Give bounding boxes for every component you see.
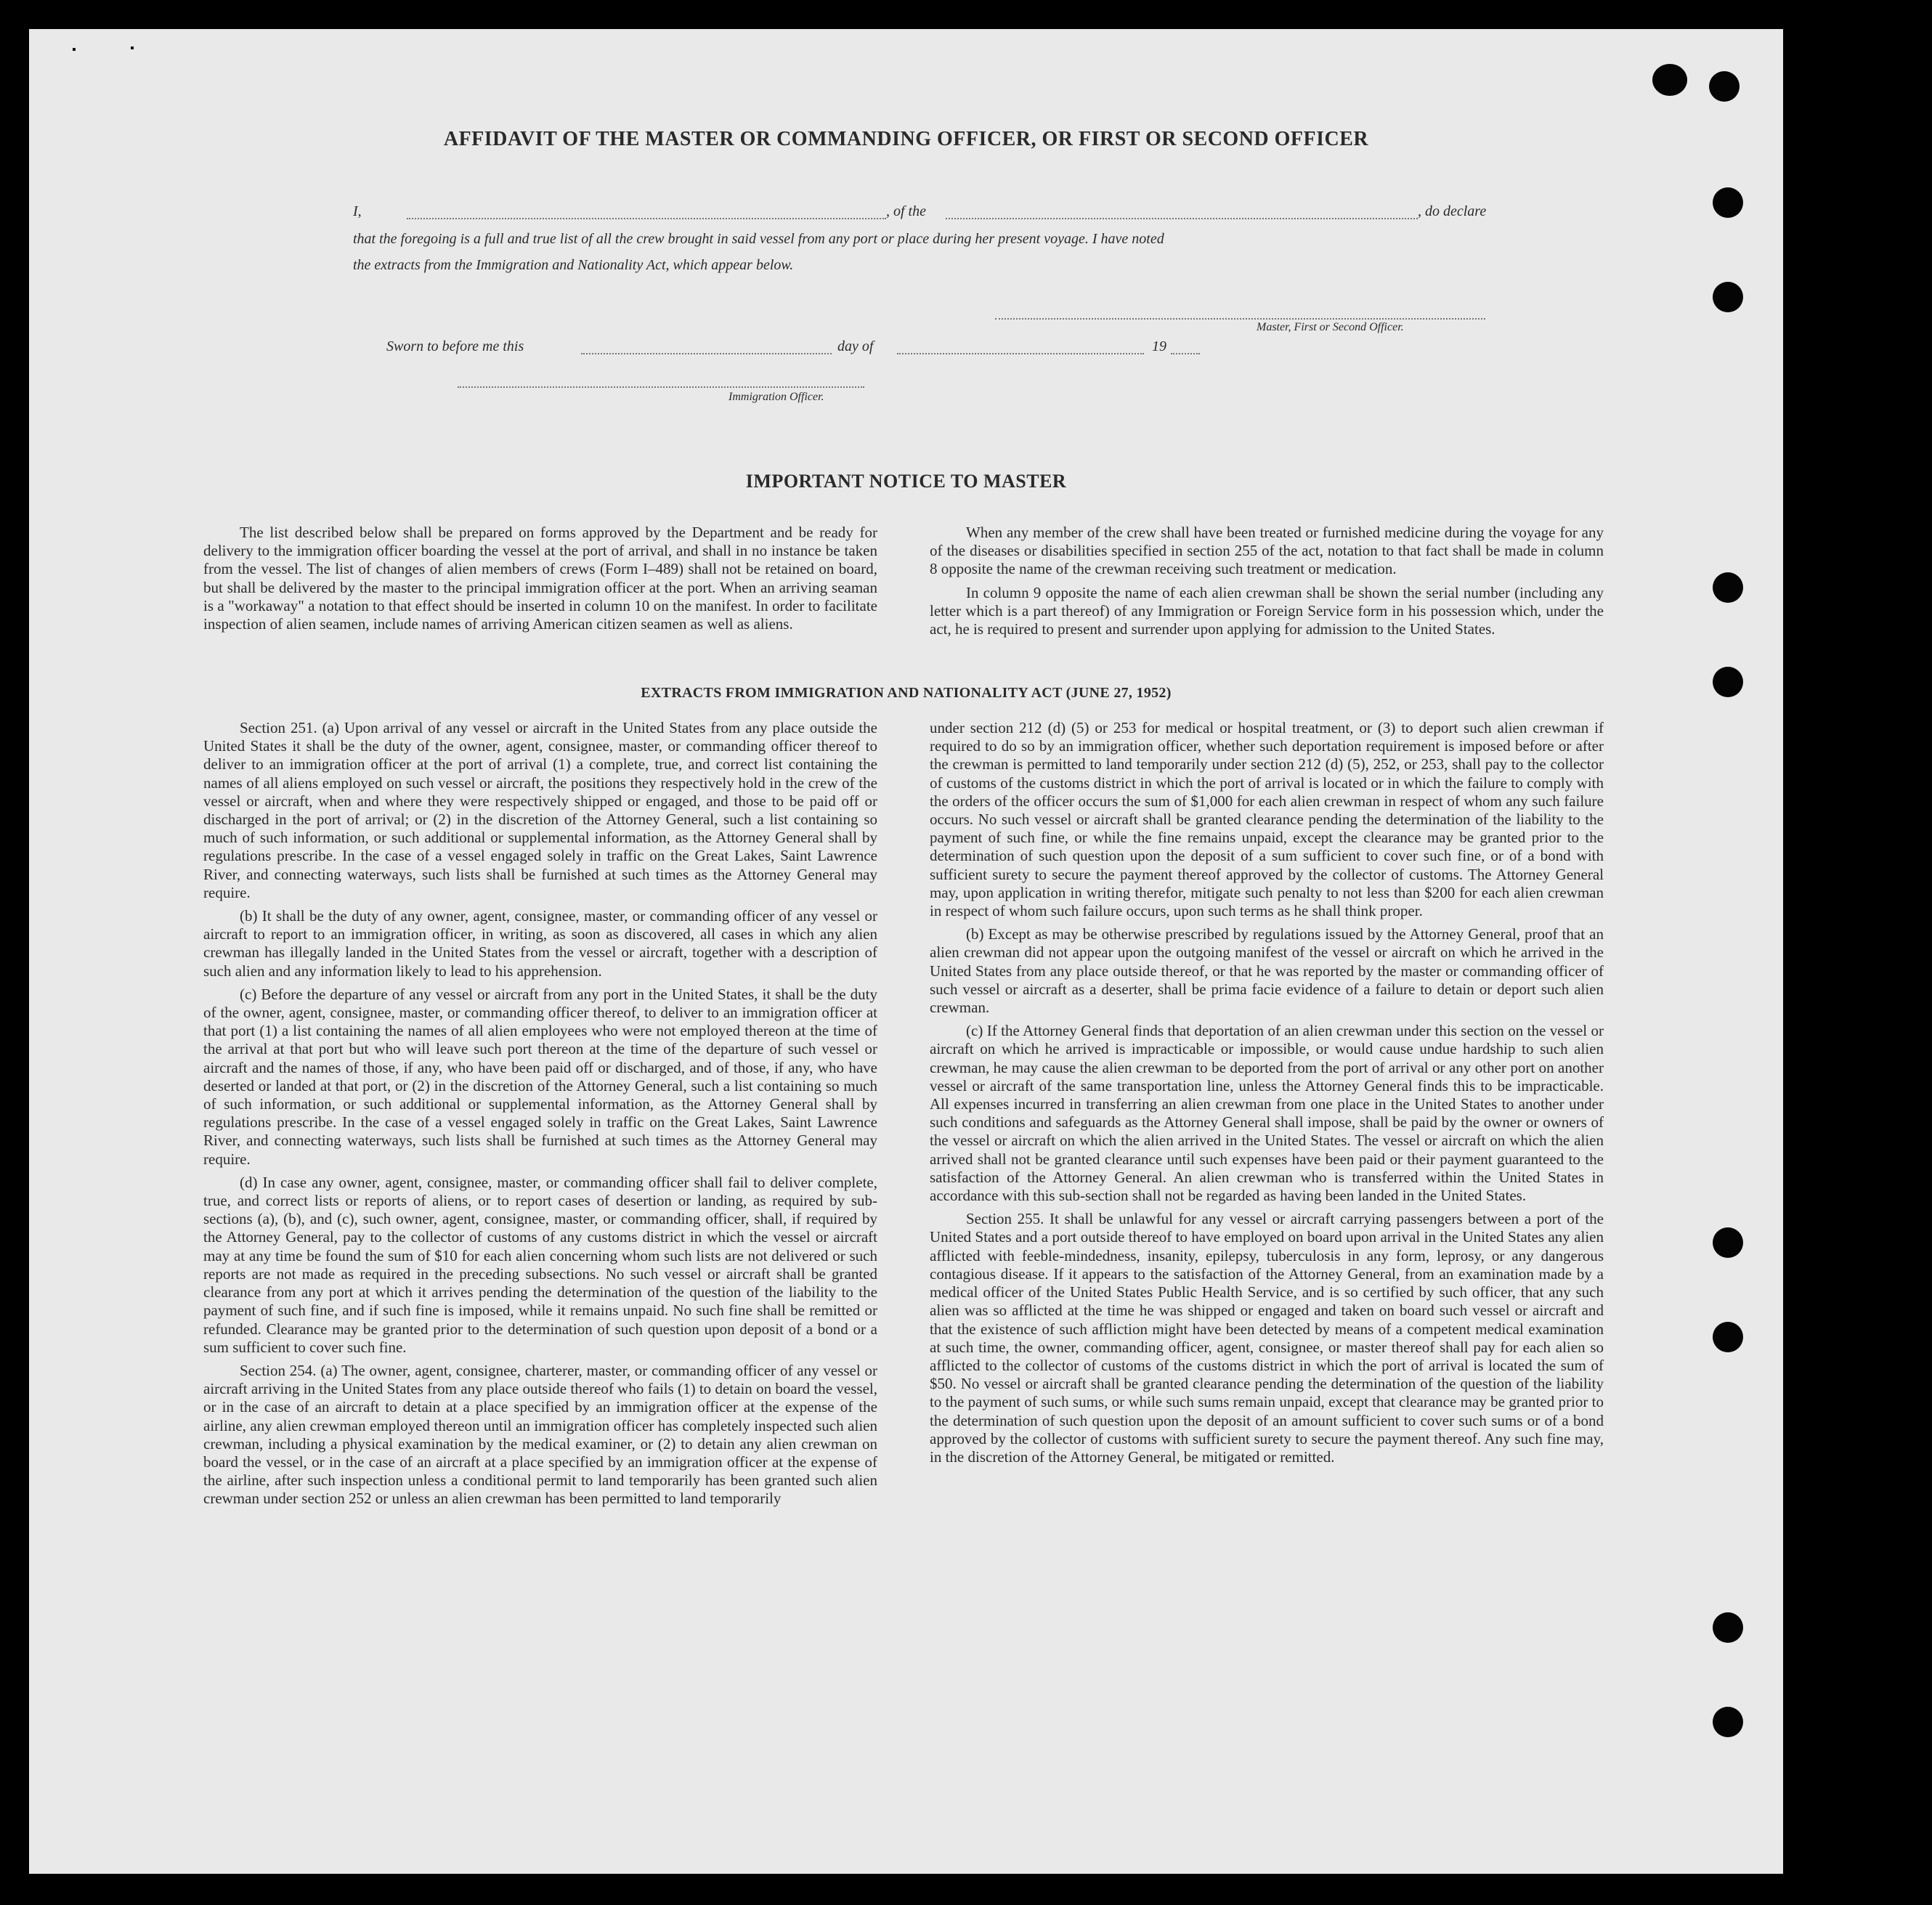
scan-speck <box>131 46 134 49</box>
notice-left-paragraph: The list described below shall be prepared on forms approved by the Department and be ready for delivery to the immigration officer boarding the vessel at the port of arrival, and shall in no instance be taken from the vessel. The list of changes of alien members of crews (Form I–489) shall not be retained on board, but shall be delivered by the master to the principal immigration officer at the port. When an arriving seaman is a "workaway" a notation to that effect should be inserted in column 10 on the manifest. In order to facilitate inspection of alien seamen, include names of arriving American citizen seamen as well as aliens. <box>203 524 877 633</box>
sworn-month-line <box>897 353 1144 354</box>
notice-left-column <box>203 524 877 633</box>
year-line <box>1171 353 1200 354</box>
punch-hole <box>1713 282 1743 312</box>
declaration-line-2: that the foregoing is a full and true list of all the crew brought in said vessel from any port or place during her present voyage. I have noted <box>353 231 1164 247</box>
affiant-label: I, <box>353 203 362 219</box>
sworn-label: Sworn to before me this <box>386 338 524 354</box>
extract-paragraph: Section 255. It shall be unlawful for any vessel or aircraft carrying passengers between a port of the United States and a port outside thereof to have employed on board upon arrival in the United States any alien afflicted with feeble-mindedness, insanity, epilepsy, tuberculosis in any form, leprosy, or any dangerous contagious disease. If it appears to the satisfaction of the Attorney General, from an examination made by a medical officer of the United States Public Health Service, and is so certified by such officer, that any such alien was so afflicted at the time he was shipped or engaged and taken on board such vessel or aircraft and that the existence of such affliction might have been detected by means of a competent medical examination at such time, the owner, commanding officer, agent, consignee, or master thereof shall pay for each alien so afflicted to the collector of customs of the customs district in which the port of arrival is located the sum of $50. No vessel or aircraft shall be granted clearance pending the determination of the question of the liability to the payment of such sums, or while such sums remain unpaid, except that clearance may be granted prior to the determination of such question upon the deposit of an amount sufficient to cover such sums or of a bond approved by the collector of customs with sufficient surety to secure the payment thereof. Any such fine may, in the discretion of the Attorney General, be mitigated or remitted. <box>930 1210 1604 1466</box>
affidavit-title: AFFIDAVIT OF THE MASTER OR COMMANDING OFFICER, OR FIRST OR SECOND OFFICER <box>443 128 1369 150</box>
master-signature-line <box>995 318 1485 320</box>
extract-paragraph: (b) Except as may be otherwise prescribed by regulations issued by the Attorney General, proof that an alien crewman did not appear upon the outgoing manifest of the vessel or aircraft on which he arrived in the United States from any place outside thereof, or that he was reported by the master or commanding officer of such vessel or aircraft as a deserter, shall be prima facie evidence of a failure to detain or deport such alien crewman. <box>930 925 1604 1017</box>
extracts-right-column <box>930 719 1604 1466</box>
master-signature-caption: Master, First or Second Officer. <box>1257 321 1404 333</box>
punch-hole <box>1713 1322 1743 1352</box>
extract-paragraph: (d) In case any owner, agent, consignee, master, or commanding officer shall fail to deliver complete, true, and correct lists or reports of aliens, or to report cases of desertion or landing, as required by sub-sections (a), (b), and (c), such owner, agent, consignee, master, or commanding officer, shall, if required by the Attorney General, pay to the collector of customs of any customs district in which the vessel or aircraft may at any time be found the sum of $10 for each alien concerning whom such lists are not delivered or such reports are not made as required in the preceding subsections. No such vessel or aircraft shall be granted clearance from any port at which it arrives pending the determination of the question of the liability to the payment of such fine, and if such fine is imposed, while it remains unpaid. No such fine shall be remitted or refunded. Clearance may be granted prior to the determination of such question upon deposit of a bond or a sum sufficient to cover such fine. <box>203 1173 877 1356</box>
punch-hole <box>1713 1612 1743 1643</box>
vessel-name-line <box>946 218 1418 219</box>
year-prefix: 19 <box>1152 338 1166 354</box>
notice-right-paragraph: In column 9 opposite the name of each alien crewman shall be shown the serial number (including any letter which is a part thereof) of any Immigration or Foreign Service form in his possession which, under the act, he is required to present and surrender upon applying for admission to the United States. <box>930 583 1604 638</box>
document-page <box>29 29 1783 1874</box>
punch-hole <box>1713 572 1743 603</box>
extract-paragraph: (b) It shall be the duty of any owner, agent, consignee, master, or commanding officer of any vessel or aircraft to report to an immigration officer, in writing, as soon as discovered, all cases in which any alien crewman has illegally landed in the United States from the vessel or aircraft, together with a description of such alien and any information likely to lead to his apprehension. <box>203 907 877 980</box>
extracts-left-column <box>203 719 877 1508</box>
extract-paragraph: under section 212 (d) (5) or 253 for medical or hospital treatment, or (3) to deport such alien crewman if required to do so by an immigration officer, whether such deportation requirement is imposed before or after the crewman is permitted to land temporarily under section 212 (d) (5), 252, or 253, shall pay to the collector of customs of the customs district in which the port of arrival is located or in which the failure to comply with the orders of the officer occurs the sum of $1,000 for each alien crewman in respect of whom any such failure occurs. No such vessel or aircraft shall be granted clearance pending the determination of the liability to the payment of such fine, or while the fine remains unpaid, except the clearance may be granted prior to the determination of such question upon the deposit of a sum sufficient to cover such fine, or of a bond with sufficient surety to secure the payment thereof approved by the collector of customs. The Attorney General may, upon application in writing therefor, mitigate such penalty to not less than $200 for each alien crewman in respect of whom such failure occurs, upon such terms as he shall think proper. <box>930 719 1604 920</box>
extract-paragraph: (c) Before the departure of any vessel or aircraft from any port in the United States, it shall be the duty of the owner, agent, consignee, master, or commanding officer thereof, to deliver to an immigration officer at that port (1) a list containing the names of all alien employees who were not employed thereon at the time of the arrival at that port but who will leave such port thereon at the time of the departure of such vessel or aircraft and the names of those, if any, who have been paid off or discharged, and of those, if any, who have deserted or landed at that port, or (2) in the discretion of the Attorney General, such a list containing so much of such information, or such additional or supplemental information, as the Attorney General shall by regulations prescribe. In the case of a vessel engaged solely in traffic on the Great Lakes, Saint Lawrence River, and connecting waterways, such lists shall be furnished at such times as the Attorney General may require. <box>203 985 877 1168</box>
affiant-name-line <box>407 218 886 219</box>
declare-label: , do declare <box>1418 203 1487 219</box>
extract-paragraph: (c) If the Attorney General finds that deportation of an alien crewman under this section on the vessel or aircraft on which he arrived is impracticable or impossible, or would cause undue hardship to such alien crewman, he may cause the alien crewman to be deported from the port of arrival or any other port on another vessel or aircraft of the same transportation line, unless the Attorney General finds this to be impracticable. All expenses incurred in transferring an alien crewman from one place in the United States to another under such conditions and safeguards as the Attorney General shall impose, shall be paid by the owner or owners of the vessel or aircraft on which the alien arrived in the United States. The vessel or aircraft on which the alien arrived shall not be granted clearance until such expenses have been paid or their payment guaranteed to the satisfaction of the Attorney General. An alien crewman who is transferred within the United States in accordance with this sub-section shall not be regarded as having been landed in the United States. <box>930 1022 1604 1205</box>
officer-signature-caption: Immigration Officer. <box>728 391 824 403</box>
notice-right-column <box>930 524 1604 638</box>
punch-hole <box>1709 71 1740 102</box>
sworn-date-line <box>581 353 832 354</box>
notice-right-paragraph: When any member of the crew shall have been treated or furnished medicine during the voyage for any of the diseases or disabilities specified in section 255 of the act, notation to that fact shall be made in column 8 opposite the name of the crewman receiving such treatment or medication. <box>930 524 1604 578</box>
punch-hole <box>1713 187 1743 218</box>
declaration-line-3: the extracts from the Immigration and Nationality Act, which appear below. <box>353 257 794 273</box>
extracts-title: EXTRACTS FROM IMMIGRATION AND NATIONALITY ACT (JUNE 27, 1952) <box>641 685 1172 701</box>
punch-hole <box>1713 1227 1743 1258</box>
notice-title: IMPORTANT NOTICE TO MASTER <box>745 471 1067 492</box>
of-the-label: , of the <box>886 203 926 219</box>
extract-paragraph: Section 254. (a) The owner, agent, consignee, charterer, master, or commanding officer of any vessel or aircraft arriving in the United States from any place outside thereof who fails (1) to detain on board the vessel, or in the case of an aircraft to detain at a place specified by an immigration officer at the expense of the airline, any alien crewman employed thereon until an immigration officer has completely inspected such alien crewman, including a physical examination by the medical examiner, or (2) to detain any alien crewman on board the vessel, or in the case of an aircraft at a place specified by an immigration officer at the expense of the airline, after such inspection unless a conditional permit to land temporarily has been granted such alien crewman under section 252 or unless an alien crewman has been permitted to land temporarily <box>203 1361 877 1508</box>
punch-hole <box>1652 64 1687 96</box>
punch-hole <box>1713 1707 1743 1737</box>
extract-paragraph: Section 251. (a) Upon arrival of any vessel or aircraft in the United States from any place outside the United States it shall be the duty of the owner, agent, consignee, master, or commanding officer thereof to deliver to an immigration officer at the port of arrival (1) a complete, true, and correct list containing the names of all aliens employed on such vessel or aircraft, the positions they respectively hold in the crew of the vessel or aircraft, when and where they were respectively shipped or engaged, and those to be paid off or discharged in the port of arrival; or (2) in the discretion of the Attorney General, such a list containing so much of such information, or such additional or supplemental information, as the Attorney General shall by regulations prescribe. In the case of a vessel engaged solely in traffic on the Great Lakes, Saint Lawrence River, and connecting waterways, such lists shall be furnished at such times as the Attorney General may require. <box>203 719 877 901</box>
officer-signature-line <box>458 386 864 388</box>
day-of-label: day of <box>837 338 874 354</box>
scan-speck <box>73 48 76 51</box>
